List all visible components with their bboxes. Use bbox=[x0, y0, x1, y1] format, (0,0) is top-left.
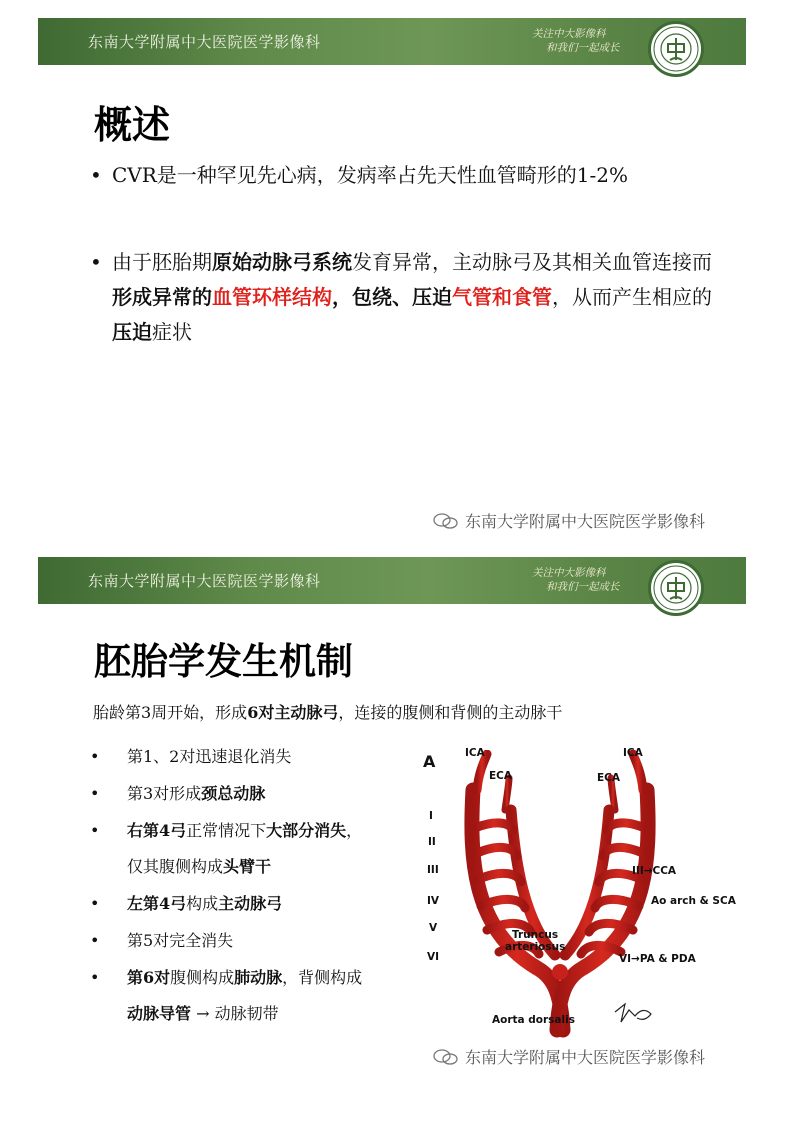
watermark: 东南大学附属中大医院医学影像科 bbox=[433, 509, 705, 532]
hospital-logo-icon bbox=[648, 21, 704, 77]
list-item: • 左第4弓构成主动脉弓 bbox=[90, 894, 283, 913]
wechat-icon bbox=[433, 513, 459, 529]
slide-embryology bbox=[38, 557, 746, 1079]
slide-title: 胚胎学发生机制 bbox=[94, 640, 353, 683]
bullet-incidence: • CVR是一种罕见先心病，发病率占先天性血管畸形的1-2% bbox=[90, 163, 629, 187]
panel-label: A bbox=[423, 752, 436, 771]
arch-label-iii: III bbox=[427, 864, 439, 876]
institution-name: 东南大学附属中大医院医学影像科 bbox=[88, 572, 321, 590]
fate-label-iv: Ao arch & SCA bbox=[651, 895, 736, 907]
arch-label-v: V bbox=[429, 922, 438, 934]
list-item: • 右第4弓正常情况下大部分消失， bbox=[90, 821, 363, 840]
arch-label-i: I bbox=[429, 810, 433, 822]
list-item-continuation: 动脉导管 → 动脉韧带 bbox=[127, 1004, 279, 1023]
intro-text: 胎龄第3周开始，形成6对主动脉弓，连接的腹侧和背侧的主动脉干 bbox=[93, 703, 563, 722]
arch-label-ii: II bbox=[428, 836, 436, 848]
eca-left-label: ECA bbox=[489, 770, 513, 782]
aortic-arch-diagram bbox=[423, 747, 746, 1045]
arch-fate-list bbox=[90, 738, 430, 1032]
fate-label-iii: III→CCA bbox=[632, 865, 677, 877]
fate-label-vi: VI→PA & PDA bbox=[619, 953, 696, 965]
header-slogan: 关注中大影像科 和我们一起成长 bbox=[532, 567, 620, 593]
arch-label-vi: VI bbox=[427, 951, 440, 963]
bullet-pathogenesis: • 由于胚胎期原始动脉弓系统发育异常，主动脉弓及其相关血管连接而形成异常的血管环样结构，包绕、压迫气管和食管，从而产生相应的压迫症状 bbox=[90, 250, 712, 344]
list-item: • 第3对形成颈总动脉 bbox=[90, 784, 266, 803]
institution-name: 东南大学附属中大医院医学影像科 bbox=[88, 33, 321, 51]
list-item: • 第1、2对迅速退化消失 bbox=[90, 747, 292, 766]
watermark: 东南大学附属中大医院医学影像科 bbox=[433, 1045, 705, 1068]
ica-left-label: ICA bbox=[465, 747, 485, 759]
slide-overview bbox=[38, 18, 746, 538]
truncus-label: Truncus bbox=[512, 929, 559, 941]
header-bar bbox=[38, 18, 746, 65]
ica-right-label: ICA bbox=[623, 747, 643, 759]
wechat-icon bbox=[433, 1049, 459, 1065]
eca-right-label: ECA bbox=[597, 772, 621, 784]
aorta-dorsalis-label: Aorta dorsalis bbox=[492, 1014, 575, 1026]
list-item-continuation: 仅其腹侧构成头臂干 bbox=[127, 857, 272, 876]
arteriosus-label: arteriosus bbox=[505, 941, 566, 953]
hospital-logo-icon bbox=[648, 560, 704, 616]
slide-title: 概述 bbox=[94, 103, 171, 147]
header-bar bbox=[38, 557, 746, 604]
list-item: • 第6对腹侧构成肺动脉，背侧构成 bbox=[90, 968, 363, 987]
header-slogan: 关注中大影像科 和我们一起成长 bbox=[532, 28, 620, 54]
list-item: • 第5对完全消失 bbox=[90, 931, 234, 950]
arch-label-iv: IV bbox=[427, 895, 440, 907]
